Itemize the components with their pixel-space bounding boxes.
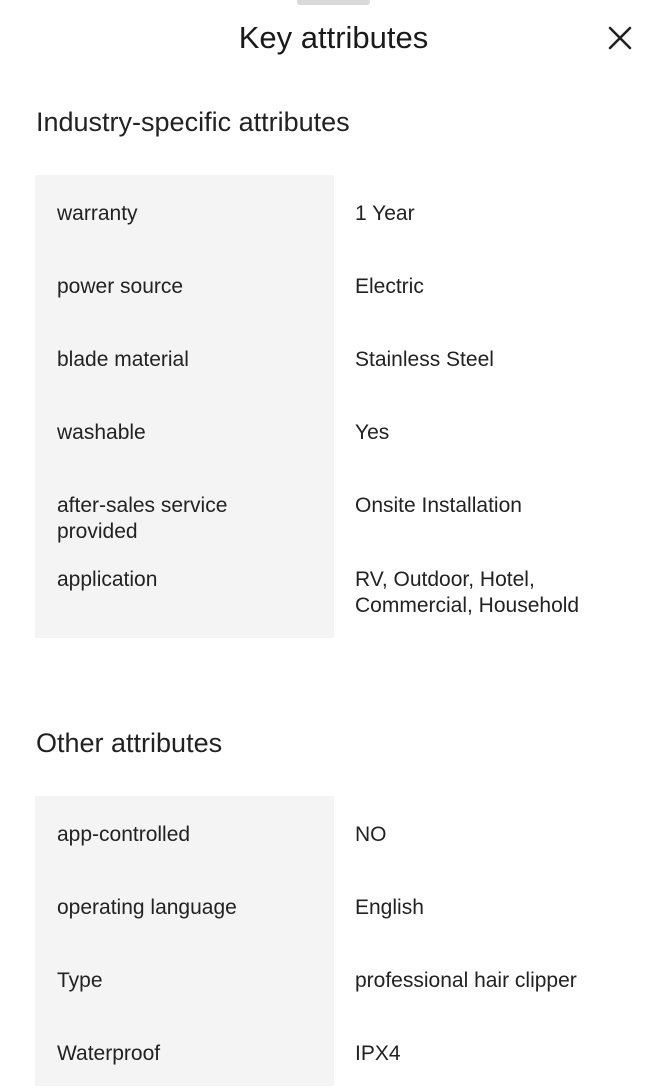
table-row: [35, 394, 635, 467]
industry-attributes-table: [35, 175, 635, 638]
close-icon: [607, 25, 633, 51]
attribute-value: NO: [355, 823, 387, 846]
section-title-industry: Industry-specific attributes: [36, 107, 350, 137]
attribute-key: blade material: [57, 348, 189, 371]
attribute-key: power source: [57, 275, 184, 298]
section-title-other: Other attributes: [36, 728, 223, 758]
attribute-value: English: [355, 896, 424, 919]
table-row: [35, 1015, 635, 1088]
sheet-header: [0, 0, 667, 76]
attribute-key: Waterproof: [57, 1042, 161, 1065]
table-row: [35, 942, 635, 1015]
attribute-value: Yes: [355, 421, 390, 444]
table-row: [35, 248, 635, 321]
attribute-key: application: [57, 568, 158, 591]
table-row: [35, 567, 635, 638]
attribute-key: app-controlled: [57, 823, 191, 846]
attribute-value: Onsite Installation: [355, 494, 522, 517]
table-row: [35, 869, 635, 942]
attribute-key: washable: [57, 421, 146, 444]
attribute-key: operating language: [57, 896, 237, 919]
attribute-value: professional hair clipper: [355, 969, 577, 992]
table-row: [35, 175, 635, 248]
close-button[interactable]: [600, 18, 640, 58]
attribute-value: IPX4: [355, 1042, 401, 1065]
table-row: [35, 796, 635, 869]
attribute-key: Type: [57, 969, 103, 992]
attribute-value: Electric: [355, 275, 424, 298]
table-row: [35, 321, 635, 394]
attribute-key: warranty: [57, 202, 138, 225]
attribute-value: 1 Year: [355, 202, 415, 225]
attribute-value: Stainless Steel: [355, 348, 494, 371]
attribute-value: RV, Outdoor, Hotel, Commercial, Household: [355, 568, 580, 617]
sheet-title: Key attributes: [238, 20, 429, 55]
other-attributes-table: [35, 796, 635, 1086]
attribute-key: after-sales service provided: [57, 494, 228, 543]
table-row: [35, 467, 635, 567]
